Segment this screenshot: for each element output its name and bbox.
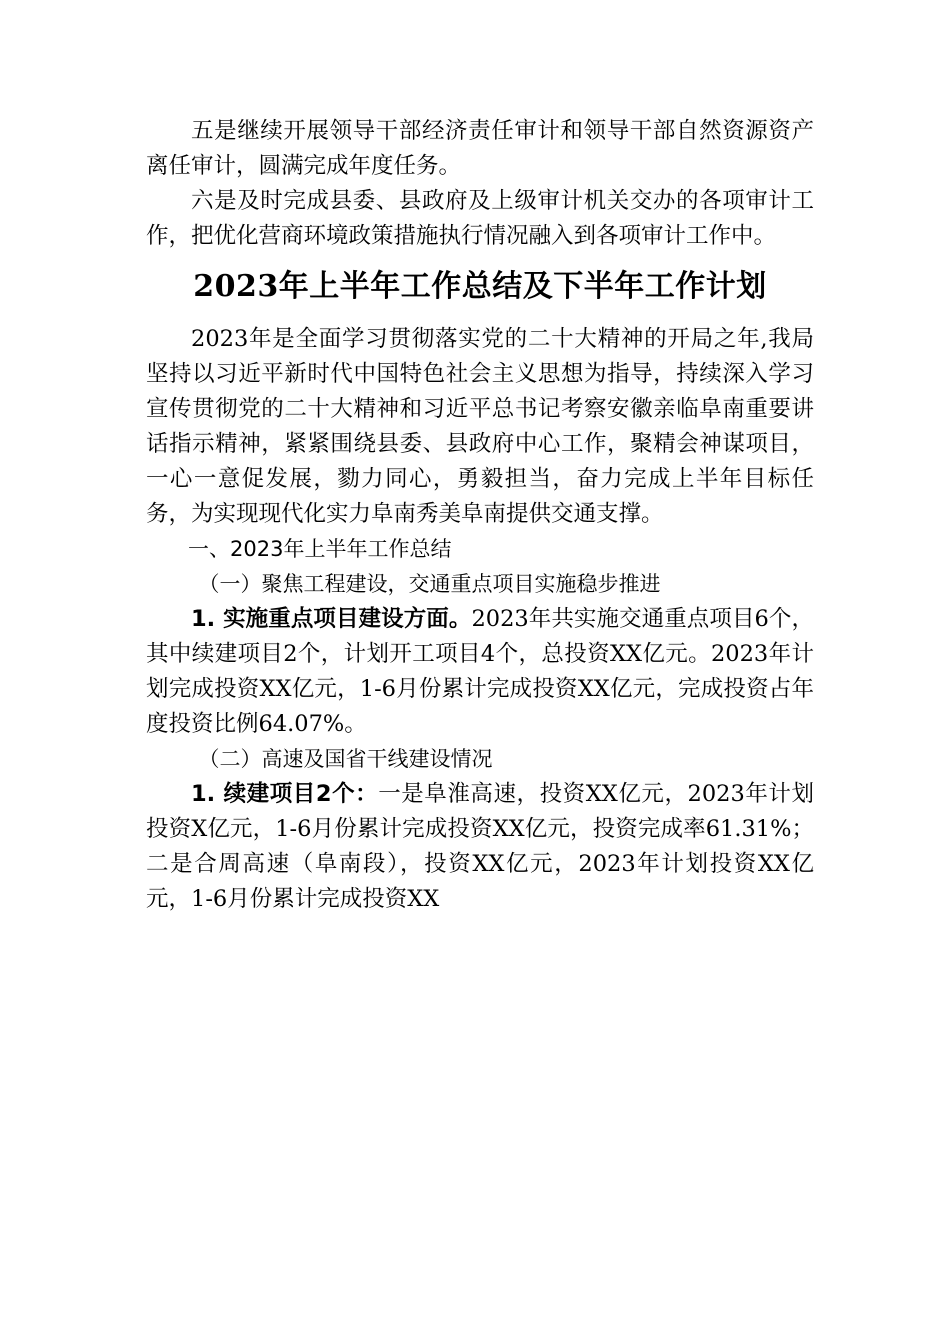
- item-continued-projects: [146, 777, 814, 917]
- document-title: 2023年上半年工作总结及下半年工作计划: [193, 269, 767, 304]
- section-heading-1: 一、2023年上半年工作总结: [188, 537, 452, 561]
- paragraph-audit-five: 五是继续开展领导干部经济责任审计和领导干部自然资源资产离任审计，圆满完成年度任务。: [146, 118, 814, 179]
- document-page: [146, 114, 814, 917]
- item-key-projects: [146, 602, 814, 742]
- item-key-projects-lead: 1. 实施重点项目建设方面。: [191, 606, 472, 632]
- subsection-heading-1: （一）聚焦工程建设，交通重点项目实施稳步推进: [198, 572, 661, 596]
- item-key-projects-text: 2023年共实施交通重点项目6个，其中续建项目2个，计划开工项目4个，总投资XX亿元。2023年计划完成投资XX亿元，1-6月份累计完成投资XX亿元，完成投资占年度投资比例64.07%。: [146, 606, 814, 737]
- subsection-heading-2: （二）高速及国省干线建设情况: [198, 747, 493, 771]
- intro-paragraph: 2023年是全面学习贯彻落实党的二十大精神的开局之年,我局坚持以习近平新时代中国特色社会主义思想为指导，持续深入学习宣传贯彻党的二十大精神和习近平总书记考察安徽亲临阜南重要讲话指示精神，紧紧围绕县委、县政府中心工作，聚精会神谋项目，一心一意促发展，勠力同心，勇毅担当，奋力完成上半年目标任务，为实现现代化实力阜南秀美阜南提供交通支撑。: [146, 326, 814, 527]
- item-continued-projects-text: 一是阜淮高速，投资XX亿元，2023年计划投资X亿元，1-6月份累计完成投资XX亿元，投资完成率61.31%；二是合周高速（阜南段），投资XX亿元，2023年计划投资XX亿元，1-6月份累计完成投资XX: [146, 781, 814, 912]
- paragraph-audit-six: 六是及时完成县委、县政府及上级审计机关交办的各项审计工作，把优化营商环境政策措施执行情况融入到各项审计工作中。: [146, 188, 814, 249]
- item-continued-projects-lead: 1. 续建项目2个：: [191, 781, 379, 807]
